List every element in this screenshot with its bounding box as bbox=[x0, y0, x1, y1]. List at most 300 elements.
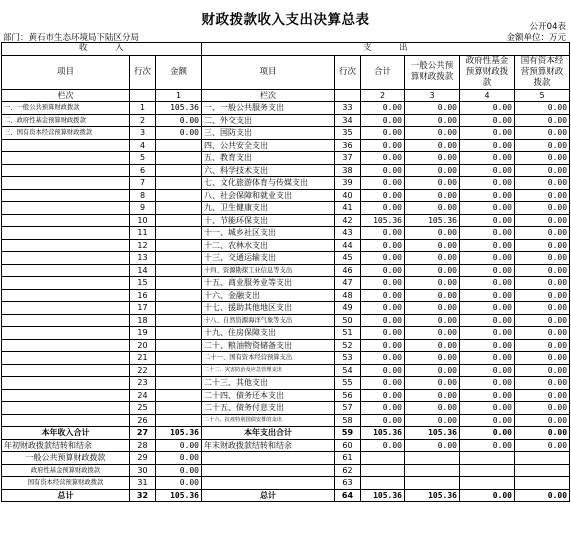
expense-state-cell: 0.00 bbox=[515, 189, 570, 202]
expense-item-cell: 十六、金融支出 bbox=[202, 289, 335, 302]
income-rowno-header: 行次 bbox=[130, 55, 156, 89]
income-item-cell bbox=[2, 339, 130, 352]
index-col-2: 2 bbox=[361, 89, 405, 102]
grand-expense-state: 0.00 bbox=[515, 489, 570, 502]
expense-rowno-cell: 57 bbox=[335, 402, 361, 415]
table-row bbox=[2, 114, 570, 127]
expense-gov-cell: 0.00 bbox=[460, 164, 515, 177]
income-amount-cell: 0.00 bbox=[156, 127, 202, 140]
expense-item-cell: 十八、自然资源海洋气象等支出 bbox=[202, 314, 335, 327]
index-label: 栏次 bbox=[2, 89, 130, 102]
expense-total-cell: 0.00 bbox=[361, 202, 405, 215]
expense-item-cell: 二十五、债务付息支出 bbox=[202, 402, 335, 415]
expense-item-cell: 二十一、国有资本经营预算支出 bbox=[202, 352, 335, 365]
empty-cell bbox=[460, 464, 515, 477]
expense-total-cell: 0.00 bbox=[361, 252, 405, 265]
income-item-cell bbox=[2, 389, 130, 402]
income-rowno-cell: 13 bbox=[130, 252, 156, 265]
annual-total-row bbox=[2, 427, 570, 440]
income-rowno-cell: 3 bbox=[130, 127, 156, 140]
expense-gov-cell: 0.00 bbox=[460, 389, 515, 402]
empty-cell bbox=[515, 452, 570, 465]
expense-total-cell: 0.00 bbox=[361, 289, 405, 302]
empty-cell bbox=[405, 477, 460, 490]
expense-state-cell: 0.00 bbox=[515, 414, 570, 427]
income-amount-header: 金额 bbox=[156, 55, 202, 89]
carry-end-total: 0.00 bbox=[361, 439, 405, 452]
income-amount-cell bbox=[156, 189, 202, 202]
empty-cell bbox=[361, 477, 405, 490]
income-rowno-cell: 20 bbox=[130, 339, 156, 352]
expense-total-no: 59 bbox=[335, 427, 361, 440]
income-item-cell bbox=[2, 327, 130, 340]
income-amount-cell bbox=[156, 314, 202, 327]
income-item-cell bbox=[2, 164, 130, 177]
income-rowno-cell: 19 bbox=[130, 327, 156, 340]
empty-cell bbox=[460, 452, 515, 465]
expense-total-cell: 0.00 bbox=[361, 389, 405, 402]
expense-gov-cell: 0.00 bbox=[460, 314, 515, 327]
sub-general-row bbox=[2, 452, 570, 465]
carry-end-label: 年末财政拨款结转和结余 bbox=[202, 439, 335, 452]
table-row bbox=[2, 389, 570, 402]
expense-gov-cell: 0.00 bbox=[460, 264, 515, 277]
expense-item-cell: 十五、商业服务业等支出 bbox=[202, 277, 335, 290]
table-row bbox=[2, 352, 570, 365]
expense-state-cell: 0.00 bbox=[515, 364, 570, 377]
expense-item-cell: 十、节能环保支出 bbox=[202, 214, 335, 227]
income-rowno-cell: 5 bbox=[130, 152, 156, 165]
expense-rowno-cell: 46 bbox=[335, 264, 361, 277]
index-exp-empty bbox=[335, 89, 361, 102]
income-amount-cell bbox=[156, 264, 202, 277]
income-amount-cell bbox=[156, 139, 202, 152]
expense-rowno-cell: 42 bbox=[335, 214, 361, 227]
income-amount-cell bbox=[156, 364, 202, 377]
expense-gov-cell: 0.00 bbox=[460, 302, 515, 315]
expense-total-total: 105.36 bbox=[361, 427, 405, 440]
expense-general-cell: 0.00 bbox=[405, 177, 460, 190]
expense-total-cell: 0.00 bbox=[361, 377, 405, 390]
expense-general-cell: 0.00 bbox=[405, 264, 460, 277]
income-item-header: 项目 bbox=[2, 55, 130, 89]
expense-gov-cell: 0.00 bbox=[460, 252, 515, 265]
expense-state-cell: 0.00 bbox=[515, 202, 570, 215]
income-amount-cell bbox=[156, 239, 202, 252]
expense-item-cell: 十七、援助其他地区支出 bbox=[202, 302, 335, 315]
expense-rowno-cell: 48 bbox=[335, 289, 361, 302]
report-code: 公开04表 bbox=[529, 22, 566, 32]
income-item-cell bbox=[2, 252, 130, 265]
expense-rowno-cell: 49 bbox=[335, 302, 361, 315]
expense-item-cell: 二、外交支出 bbox=[202, 114, 335, 127]
income-group-header: 收 入 bbox=[2, 43, 202, 56]
expense-general-cell: 0.00 bbox=[405, 339, 460, 352]
sub-general-exp-no: 61 bbox=[335, 452, 361, 465]
table-row bbox=[2, 102, 570, 115]
expense-rowno-cell: 33 bbox=[335, 102, 361, 115]
income-rowno-cell: 14 bbox=[130, 264, 156, 277]
expense-general-cell: 0.00 bbox=[405, 227, 460, 240]
income-amount-cell bbox=[156, 352, 202, 365]
carry-end-general: 0.00 bbox=[405, 439, 460, 452]
expense-total-cell: 0.00 bbox=[361, 102, 405, 115]
expense-state-cell: 0.00 bbox=[515, 377, 570, 390]
expense-state-cell: 0.00 bbox=[515, 264, 570, 277]
expense-state-cell: 0.00 bbox=[515, 389, 570, 402]
income-rowno-cell: 2 bbox=[130, 114, 156, 127]
expense-rowno-cell: 56 bbox=[335, 389, 361, 402]
column-header-row bbox=[2, 55, 570, 89]
income-item-cell: 一、一般公共预算财政拨款 bbox=[2, 102, 130, 115]
table-row bbox=[2, 414, 570, 427]
income-rowno-cell: 8 bbox=[130, 189, 156, 202]
expense-general-cell: 0.00 bbox=[405, 352, 460, 365]
income-amount-cell bbox=[156, 252, 202, 265]
expense-item-cell: 二十二、灾害防治及应急管理支出 bbox=[202, 364, 335, 377]
expense-rowno-cell: 43 bbox=[335, 227, 361, 240]
income-rowno-cell: 21 bbox=[130, 352, 156, 365]
empty-cell bbox=[405, 464, 460, 477]
expense-gov-cell: 0.00 bbox=[460, 327, 515, 340]
expense-general-cell: 0.00 bbox=[405, 302, 460, 315]
expense-item-cell: 二十六、抗疫特别国债安排的支出 bbox=[202, 414, 335, 427]
expense-item-cell: 三、国防支出 bbox=[202, 127, 335, 140]
expense-item-cell: 九、卫生健康支出 bbox=[202, 202, 335, 215]
expense-total-gov: 0.00 bbox=[460, 427, 515, 440]
grand-income-label: 总计 bbox=[2, 489, 130, 502]
table-row bbox=[2, 177, 570, 190]
expense-state-cell: 0.00 bbox=[515, 227, 570, 240]
expense-state-cell: 0.00 bbox=[515, 177, 570, 190]
grand-expense-no: 64 bbox=[335, 489, 361, 502]
table-row bbox=[2, 164, 570, 177]
expense-item-cell: 八、社会保障和就业支出 bbox=[202, 189, 335, 202]
expense-item-cell: 十四、资源勘探工业信息等支出 bbox=[202, 264, 335, 277]
sub-gov-amount: 0.00 bbox=[156, 464, 202, 477]
expense-state-cell: 0.00 bbox=[515, 339, 570, 352]
empty-cell bbox=[460, 477, 515, 490]
income-amount-cell bbox=[156, 302, 202, 315]
grand-expense-general: 105.36 bbox=[405, 489, 460, 502]
sub-state-no: 31 bbox=[130, 477, 156, 490]
expense-gov-cell: 0.00 bbox=[460, 127, 515, 140]
expense-total-cell: 0.00 bbox=[361, 302, 405, 315]
expense-state-cell: 0.00 bbox=[515, 289, 570, 302]
expense-general-cell: 0.00 bbox=[405, 152, 460, 165]
department-label: 部门：黄石市生态环境局下陆区分局 bbox=[3, 33, 140, 43]
expense-state-cell: 0.00 bbox=[515, 402, 570, 415]
expense-rowno-cell: 44 bbox=[335, 239, 361, 252]
expense-gov-cell: 0.00 bbox=[460, 289, 515, 302]
expense-total-cell: 0.00 bbox=[361, 414, 405, 427]
income-amount-cell bbox=[156, 277, 202, 290]
expense-gov-cell: 0.00 bbox=[460, 177, 515, 190]
income-amount-cell bbox=[156, 339, 202, 352]
expense-total-label: 本年支出合计 bbox=[202, 427, 335, 440]
expense-total-cell: 0.00 bbox=[361, 152, 405, 165]
table-row bbox=[2, 277, 570, 290]
income-amount-cell bbox=[156, 402, 202, 415]
expense-general-cell: 0.00 bbox=[405, 289, 460, 302]
empty-cell bbox=[515, 477, 570, 490]
income-item-cell bbox=[2, 239, 130, 252]
income-total-label: 本年收入合计 bbox=[2, 427, 130, 440]
grand-expense-total: 105.36 bbox=[361, 489, 405, 502]
expense-rowno-cell: 39 bbox=[335, 177, 361, 190]
income-item-cell bbox=[2, 277, 130, 290]
sub-gov-no: 30 bbox=[130, 464, 156, 477]
expense-gov-cell: 0.00 bbox=[460, 364, 515, 377]
income-rowno-cell: 15 bbox=[130, 277, 156, 290]
expense-rowno-cell: 45 bbox=[335, 252, 361, 265]
income-item-cell bbox=[2, 314, 130, 327]
table-row bbox=[2, 189, 570, 202]
expense-state-cell: 0.00 bbox=[515, 327, 570, 340]
sub-gov-row bbox=[2, 464, 570, 477]
expense-gov-cell: 0.00 bbox=[460, 214, 515, 227]
income-amount-cell bbox=[156, 214, 202, 227]
expense-gov-cell: 0.00 bbox=[460, 202, 515, 215]
sub-state-label: 国有资本经营预算财政拨款 bbox=[2, 477, 130, 490]
expense-total-cell: 0.00 bbox=[361, 352, 405, 365]
sub-state-exp-no: 63 bbox=[335, 477, 361, 490]
expense-gov-cell: 0.00 bbox=[460, 102, 515, 115]
income-rowno-cell: 26 bbox=[130, 414, 156, 427]
expense-rowno-cell: 52 bbox=[335, 339, 361, 352]
sub-general-exp-empty bbox=[202, 452, 335, 465]
income-amount-cell: 0.00 bbox=[156, 114, 202, 127]
expense-total-state: 0.00 bbox=[515, 427, 570, 440]
table-row bbox=[2, 252, 570, 265]
table-row bbox=[2, 139, 570, 152]
index-empty bbox=[130, 89, 156, 102]
income-item-cell bbox=[2, 227, 130, 240]
expense-rowno-cell: 35 bbox=[335, 127, 361, 140]
group-header-row bbox=[2, 43, 570, 56]
income-item-cell bbox=[2, 377, 130, 390]
expense-rowno-cell: 40 bbox=[335, 189, 361, 202]
income-amount-cell bbox=[156, 227, 202, 240]
expense-item-header: 项目 bbox=[202, 55, 335, 89]
expense-rowno-cell: 55 bbox=[335, 377, 361, 390]
table-row bbox=[2, 364, 570, 377]
general-budget-header: 一般公共预算财政拨款 bbox=[405, 55, 460, 89]
expense-item-cell: 二十三、其他支出 bbox=[202, 377, 335, 390]
income-rowno-cell: 4 bbox=[130, 139, 156, 152]
expense-gov-cell: 0.00 bbox=[460, 277, 515, 290]
expense-item-cell: 二十四、债务还本支出 bbox=[202, 389, 335, 402]
income-item-cell: 二、政府性基金预算财政拨款 bbox=[2, 114, 130, 127]
empty-cell bbox=[361, 452, 405, 465]
sub-general-amount: 0.00 bbox=[156, 452, 202, 465]
expense-total-cell: 0.00 bbox=[361, 127, 405, 140]
expense-general-cell: 0.00 bbox=[405, 164, 460, 177]
expense-gov-cell: 0.00 bbox=[460, 189, 515, 202]
grand-expense-gov: 0.00 bbox=[460, 489, 515, 502]
expense-total-cell: 0.00 bbox=[361, 314, 405, 327]
income-item-cell bbox=[2, 414, 130, 427]
expense-gov-cell: 0.00 bbox=[460, 352, 515, 365]
expense-rowno-header: 行次 bbox=[335, 55, 361, 89]
report-title: 财政拨款收入支出决算总表 bbox=[201, 12, 370, 28]
expense-general-cell: 0.00 bbox=[405, 277, 460, 290]
expense-item-cell: 四、公共安全支出 bbox=[202, 139, 335, 152]
expense-gov-cell: 0.00 bbox=[460, 139, 515, 152]
expense-state-cell: 0.00 bbox=[515, 214, 570, 227]
table-row bbox=[2, 227, 570, 240]
carry-end-gov: 0.00 bbox=[460, 439, 515, 452]
income-amount-cell bbox=[156, 152, 202, 165]
income-rowno-cell: 25 bbox=[130, 402, 156, 415]
expense-total-cell: 0.00 bbox=[361, 239, 405, 252]
table-row bbox=[2, 339, 570, 352]
expense-general-cell: 0.00 bbox=[405, 377, 460, 390]
income-rowno-cell: 16 bbox=[130, 289, 156, 302]
income-amount-cell bbox=[156, 164, 202, 177]
income-item-cell bbox=[2, 352, 130, 365]
expense-state-cell: 0.00 bbox=[515, 239, 570, 252]
income-item-cell bbox=[2, 364, 130, 377]
budget-table bbox=[1, 42, 570, 502]
income-rowno-cell: 11 bbox=[130, 227, 156, 240]
expense-general-cell: 0.00 bbox=[405, 189, 460, 202]
income-item-cell bbox=[2, 177, 130, 190]
income-rowno-cell: 22 bbox=[130, 364, 156, 377]
income-rowno-cell: 24 bbox=[130, 389, 156, 402]
expense-rowno-cell: 47 bbox=[335, 277, 361, 290]
expense-state-cell: 0.00 bbox=[515, 302, 570, 315]
expense-state-cell: 0.00 bbox=[515, 139, 570, 152]
carry-begin-no: 28 bbox=[130, 439, 156, 452]
income-rowno-cell: 10 bbox=[130, 214, 156, 227]
sub-gov-label: 政府性基金预算财政拨款 bbox=[2, 464, 130, 477]
expense-state-cell: 0.00 bbox=[515, 102, 570, 115]
income-item-cell bbox=[2, 402, 130, 415]
table-row bbox=[2, 239, 570, 252]
expense-general-cell: 0.00 bbox=[405, 327, 460, 340]
income-item-cell bbox=[2, 152, 130, 165]
expense-general-cell: 0.00 bbox=[405, 139, 460, 152]
empty-cell bbox=[361, 464, 405, 477]
carry-row bbox=[2, 439, 570, 452]
expense-gov-cell: 0.00 bbox=[460, 114, 515, 127]
expense-general-cell: 0.00 bbox=[405, 314, 460, 327]
expense-state-cell: 0.00 bbox=[515, 114, 570, 127]
expense-rowno-cell: 36 bbox=[335, 139, 361, 152]
expense-gov-cell: 0.00 bbox=[460, 152, 515, 165]
income-item-cell bbox=[2, 202, 130, 215]
expense-state-cell: 0.00 bbox=[515, 352, 570, 365]
grand-total-row bbox=[2, 489, 570, 502]
sub-state-amount: 0.00 bbox=[156, 477, 202, 490]
gov-fund-header: 政府性基金预算财政拨款 bbox=[460, 55, 515, 89]
income-item-cell bbox=[2, 139, 130, 152]
expense-total-cell: 0.00 bbox=[361, 164, 405, 177]
expense-rowno-cell: 41 bbox=[335, 202, 361, 215]
expense-item-cell: 六、科学技术支出 bbox=[202, 164, 335, 177]
sub-gov-exp-empty bbox=[202, 464, 335, 477]
sub-state-row bbox=[2, 477, 570, 490]
expense-total-cell: 0.00 bbox=[361, 114, 405, 127]
income-item-cell bbox=[2, 189, 130, 202]
expense-general-cell: 0.00 bbox=[405, 389, 460, 402]
sub-general-label: 一般公共预算财政拨款 bbox=[2, 452, 130, 465]
expense-general-cell: 0.00 bbox=[405, 414, 460, 427]
income-rowno-cell: 9 bbox=[130, 202, 156, 215]
empty-cell bbox=[405, 452, 460, 465]
grand-expense-label: 总计 bbox=[202, 489, 335, 502]
expense-rowno-cell: 53 bbox=[335, 352, 361, 365]
sub-state-exp-empty bbox=[202, 477, 335, 490]
expense-item-cell: 五、教育支出 bbox=[202, 152, 335, 165]
expense-general-cell: 0.00 bbox=[405, 202, 460, 215]
expense-general-cell: 0.00 bbox=[405, 127, 460, 140]
income-rowno-cell: 23 bbox=[130, 377, 156, 390]
income-amount-cell bbox=[156, 377, 202, 390]
total-header: 合计 bbox=[361, 55, 405, 89]
expense-total-cell: 0.00 bbox=[361, 402, 405, 415]
expense-total-cell: 0.00 bbox=[361, 339, 405, 352]
expense-total-cell: 0.00 bbox=[361, 227, 405, 240]
income-rowno-cell: 18 bbox=[130, 314, 156, 327]
income-rowno-cell: 1 bbox=[130, 102, 156, 115]
income-rowno-cell: 17 bbox=[130, 302, 156, 315]
carry-end-state: 0.00 bbox=[515, 439, 570, 452]
expense-total-cell: 0.00 bbox=[361, 189, 405, 202]
carry-begin-amount: 0.00 bbox=[156, 439, 202, 452]
income-amount-cell bbox=[156, 202, 202, 215]
expense-rowno-cell: 51 bbox=[335, 327, 361, 340]
expense-general-cell: 0.00 bbox=[405, 252, 460, 265]
income-total-amount: 105.36 bbox=[156, 427, 202, 440]
index-col-1: 1 bbox=[156, 89, 202, 102]
expense-state-cell: 0.00 bbox=[515, 314, 570, 327]
state-capital-header: 国有资本经营预算财政拨款 bbox=[515, 55, 570, 89]
expense-gov-cell: 0.00 bbox=[460, 339, 515, 352]
sub-general-no: 29 bbox=[130, 452, 156, 465]
table-row bbox=[2, 377, 570, 390]
expense-general-cell: 0.00 bbox=[405, 239, 460, 252]
sub-gov-exp-no: 62 bbox=[335, 464, 361, 477]
expense-state-cell: 0.00 bbox=[515, 152, 570, 165]
expense-total-general: 105.36 bbox=[405, 427, 460, 440]
expense-rowno-cell: 34 bbox=[335, 114, 361, 127]
income-amount-cell bbox=[156, 177, 202, 190]
expense-gov-cell: 0.00 bbox=[460, 402, 515, 415]
carry-end-no: 60 bbox=[335, 439, 361, 452]
unit-label: 金额单位：万元 bbox=[506, 33, 566, 43]
income-rowno-cell: 12 bbox=[130, 239, 156, 252]
expense-rowno-cell: 50 bbox=[335, 314, 361, 327]
index-col-3: 3 bbox=[405, 89, 460, 102]
expense-item-cell: 二十、粮油物资储备支出 bbox=[202, 339, 335, 352]
expense-general-cell: 0.00 bbox=[405, 114, 460, 127]
index-exp-label: 栏次 bbox=[202, 89, 335, 102]
expense-total-cell: 0.00 bbox=[361, 364, 405, 377]
expense-total-cell: 0.00 bbox=[361, 139, 405, 152]
expense-gov-cell: 0.00 bbox=[460, 239, 515, 252]
income-item-cell bbox=[2, 302, 130, 315]
expense-state-cell: 0.00 bbox=[515, 252, 570, 265]
table-row bbox=[2, 402, 570, 415]
expense-rowno-cell: 54 bbox=[335, 364, 361, 377]
income-rowno-cell: 7 bbox=[130, 177, 156, 190]
expense-gov-cell: 0.00 bbox=[460, 377, 515, 390]
expense-item-cell: 一、一般公共服务支出 bbox=[202, 102, 335, 115]
carry-begin-label: 年初财政拨款结转和结余 bbox=[2, 439, 130, 452]
index-col-5: 5 bbox=[515, 89, 570, 102]
